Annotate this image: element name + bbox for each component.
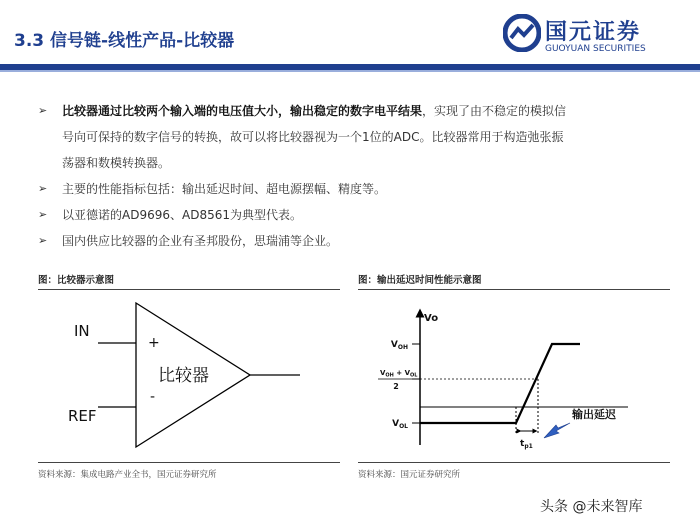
figure-right-rule xyxy=(358,289,670,290)
guoyuan-logo-icon xyxy=(503,14,541,52)
figure-left-rule xyxy=(38,289,340,290)
logo-text-cn: 国元证券 xyxy=(545,20,642,45)
mid-denominator: 2 xyxy=(393,382,399,391)
header-divider-light xyxy=(0,70,700,72)
bullet-item xyxy=(38,176,670,202)
source-right: 资料来源：国元证券研究所 xyxy=(358,470,461,480)
logo-text-en: GUOYUAN SECURITIES xyxy=(545,44,646,54)
source-left-rule xyxy=(38,462,340,463)
vo-label: Vo xyxy=(424,313,439,324)
delay-label: 输出延迟 xyxy=(572,408,616,421)
comparator-diagram xyxy=(38,295,340,455)
bullet-text: ，实现了由不稳定的模拟信 xyxy=(422,104,567,118)
bullet-item xyxy=(38,202,670,228)
source-right-rule xyxy=(358,462,670,463)
mid-numerator: $V_{OH} + V_{OL}$ xyxy=(380,369,418,379)
footer-watermark: 头条 @未来智库 xyxy=(540,499,643,515)
bullet-text: 主要的性能指标包括：输出延迟时间、超电源摆幅、精度等。 xyxy=(62,182,387,196)
page-title: 3.3 信号链-线性产品-比较器 xyxy=(14,31,235,51)
callout-arrow-icon xyxy=(544,423,570,438)
bullet-text: 以亚德诺的AD9696、AD8561为典型代表。 xyxy=(62,208,302,222)
plus-sign: + xyxy=(148,335,160,351)
figure-right-caption: 图：输出延迟时间性能示意图 xyxy=(358,275,482,286)
ref-label: REF xyxy=(68,407,97,425)
bullet-bold-text: 比较器通过比较两个输入端的电压值大小，输出稳定的数字电平结果 xyxy=(62,104,423,118)
arrow-bullet-icon: ➢ xyxy=(38,182,48,195)
bullet-list xyxy=(38,98,670,254)
in-label: IN xyxy=(74,322,90,340)
bullet-text: 国内供应比较器的企业有圣邦股份，思瑞浦等企业。 xyxy=(62,234,339,248)
delay-timing-diagram xyxy=(358,295,670,455)
voh-label: $V_{OH}$ xyxy=(390,340,408,351)
tp-label: $t_{p1}$ xyxy=(520,439,533,450)
bullet-item xyxy=(38,228,670,254)
output-waveform xyxy=(420,344,580,423)
vol-label: $V_{OL}$ xyxy=(392,419,408,430)
bullet-text: 荡器和数模转换器。 xyxy=(62,156,171,170)
comparator-label: 比较器 xyxy=(158,366,209,386)
bullet-item xyxy=(38,98,670,176)
arrow-bullet-icon: ➢ xyxy=(38,208,48,221)
source-left: 资料来源：集成电路产业全书，国元证券研究所 xyxy=(38,470,217,480)
minus-sign: - xyxy=(150,389,156,405)
arrow-bullet-icon: ➢ xyxy=(38,104,48,117)
figure-left-caption: 图：比较器示意图 xyxy=(38,275,115,286)
arrow-bullet-icon: ➢ xyxy=(38,234,48,247)
bullet-text: 号向可保持的数字信号的转换，故可以将比较器视为一个1位的ADC。比较器常用于构造弛张振 xyxy=(62,130,564,144)
